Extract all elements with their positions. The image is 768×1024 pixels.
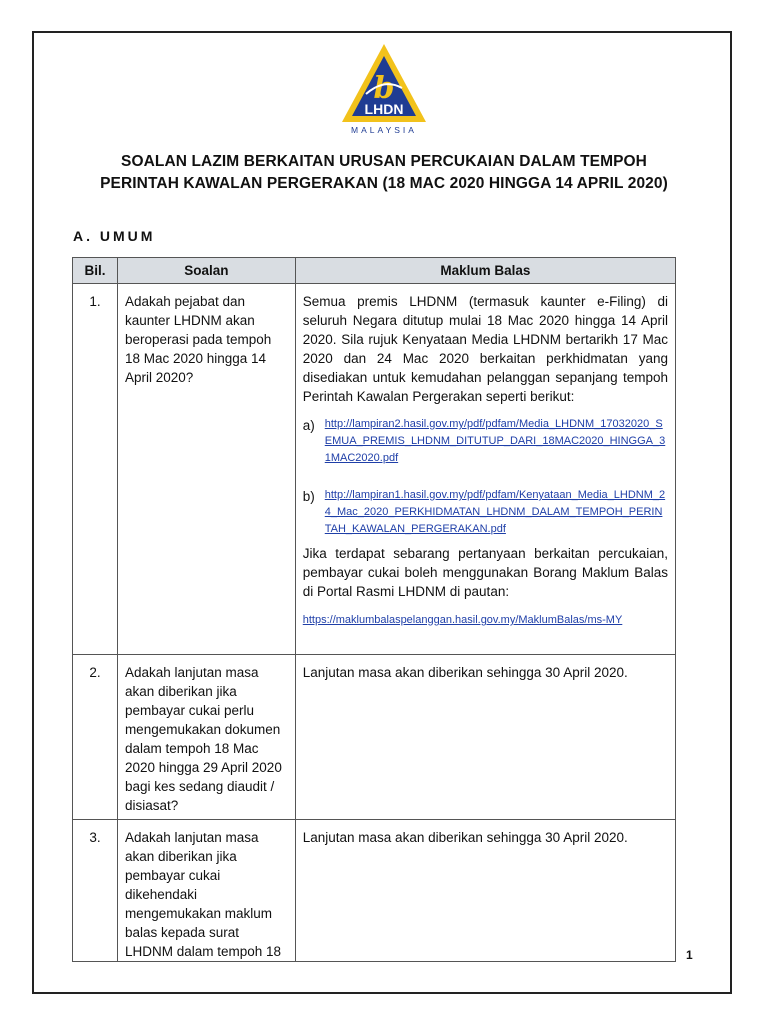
row-number: 1.: [73, 284, 118, 655]
table-row: [73, 655, 676, 820]
link-label-a: a): [302, 418, 315, 433]
logo-letter-b: b: [373, 71, 395, 106]
page-title-line-1: SOALAN LAZIM BERKAITAN URUSAN PERCUKAIAN DALAM TEMPOH: [121, 153, 647, 170]
answer-cell: Lanjutan masa akan diberikan sehingga 30 April 2020.: [295, 655, 675, 820]
header-bil: Bil.: [73, 258, 118, 284]
answer-intro: Semua premis LHDNM (termasuk kaunter e-Filing) di seluruh Negara ditutup mulai 18 Mac 2020 hingga 14 April 2020. Sila rujuk Kenyataan Media LHDNM bertarikh 17 Mac 2020 dan 24 Mac 2020 berkaitan perkhidmatan yang disediakan untuk kemudahan pelanggan sepanjang tempoh Perintah Kawalan Pergerakan seperti berikut:: [302, 294, 668, 404]
question-cell: Adakah pejabat dan kaunter LHDNM akan beroperasi pada tempoh 18 Mac 2020 hingga 14 April 2020?: [117, 284, 295, 655]
question-cell: Adakah lanjutan masa akan diberikan jika pembayar cukai dikehendaki mengemukakan maklum balas kepada surat LHDNM dalam tempoh 18: [117, 820, 295, 962]
table-row: [73, 284, 676, 655]
logo-subtext: MALAYSIA: [351, 125, 417, 135]
link-item-b: [303, 487, 668, 538]
answer-cell: Lanjutan masa akan diberikan sehingga 30 April 2020.: [295, 820, 675, 962]
answer-outro: Jika terdapat sebarang pertanyaan berkaitan percukaian, pembayar cukai boleh menggunakan Borang Maklum Balas di Portal Rasmi LHDNM di pautan:: [302, 546, 668, 599]
lhdn-logo: [336, 42, 432, 136]
feedback-portal-link[interactable]: https://maklumbalaspelanggan.hasil.gov.my/MaklumBalas/ms-MY: [302, 614, 623, 626]
question-cell: Adakah lanjutan masa akan diberikan jika pembayar cukai perlu mengemukakan dokumen dalam tempoh 18 Mac 2020 hingga 29 April 2020 bagi kes sedang diaudit / disiasat?: [117, 655, 295, 820]
link-item-a: [303, 416, 668, 467]
row-number: 2.: [73, 655, 118, 820]
page-title-line-2: PERINTAH KAWALAN PERGERAKAN (18 MAC 2020 HINGGA 14 APRIL 2020): [100, 175, 668, 192]
row-number: 3.: [73, 820, 118, 962]
page-number: 1: [686, 948, 693, 962]
answer-cell: [295, 284, 675, 655]
header-soalan: Soalan: [117, 258, 295, 284]
logo-text: LHDN: [364, 101, 404, 117]
media-release-link-2[interactable]: http://lampiran1.hasil.gov.my/pdf/pdfam/Kenyataan_Media_LHDNM_24_Mac_2020_PERKHIDMATAN_LHDNM_DALAM_TEMPOH_PERINTAH_KAWALAN_PERGERAKAN.pdf: [324, 489, 666, 535]
table-header-row: [73, 258, 676, 284]
section-heading: A. UMUM: [73, 228, 156, 244]
media-release-link-1[interactable]: http://lampiran2.hasil.gov.my/pdf/pdfam/Media_LHDNM_17032020_SEMUA_PREMIS_LHDNM_DITUTUP_DARI_18MAC2020_HINGGA_31MAC2020.pdf: [324, 418, 666, 464]
table-row: [73, 820, 676, 962]
link-label-b: b): [302, 489, 315, 504]
faq-table: [72, 257, 676, 962]
page-title: [60, 151, 708, 195]
header-maklum-balas: Maklum Balas: [295, 258, 675, 284]
